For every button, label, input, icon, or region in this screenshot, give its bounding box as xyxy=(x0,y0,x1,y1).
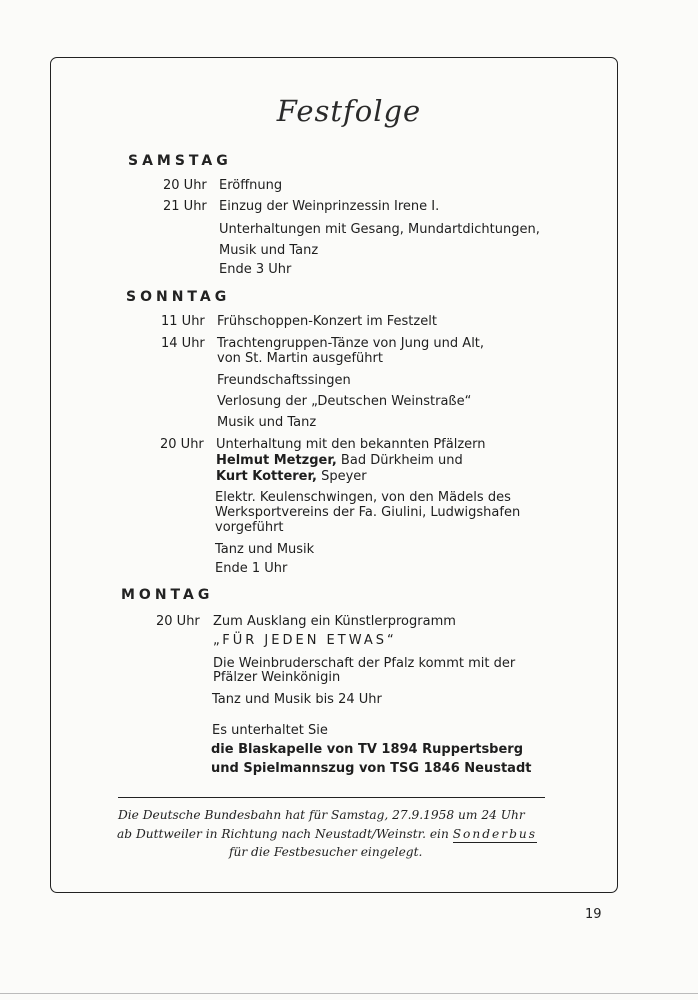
time-label: 20 Uhr xyxy=(163,178,207,193)
event-text: Tanz und Musik bis 24 Uhr xyxy=(212,692,382,707)
event-text: Elektr. Keulenschwingen, von den Mädels des xyxy=(215,490,511,505)
event-text: Unterhaltungen mit Gesang, Mundartdichtungen, xyxy=(219,222,540,237)
performer-origin: Bad Dürkheim und xyxy=(336,453,463,468)
performer-origin: Speyer xyxy=(316,469,367,484)
time-label: 11 Uhr xyxy=(161,314,205,329)
event-text: Freundschaftssingen xyxy=(217,373,351,388)
time-label: 20 Uhr xyxy=(160,437,204,452)
event-text: Trachtengruppen-Tänze von Jung und Alt, xyxy=(217,336,485,351)
time-label: 21 Uhr xyxy=(163,199,207,214)
performer-name: Kurt Kotterer, xyxy=(216,469,317,484)
band-line: die Blaskapelle von TV 1894 Ruppertsberg xyxy=(211,742,524,757)
event-text: Werksportvereins der Fa. Giulini, Ludwigshafen xyxy=(215,505,521,520)
event-text: Einzug der Weinprinzessin Irene I. xyxy=(219,199,440,214)
bus-note-text: ab Duttweiler in Richtung nach Neustadt/Weinstr. ein xyxy=(117,827,453,841)
event-text: Musik und Tanz xyxy=(219,243,319,258)
sonderbus-highlight: Sonderbus xyxy=(452,827,537,841)
page-title: Festfolge xyxy=(276,94,422,128)
event-text: Pfälzer Weinkönigin xyxy=(213,670,341,685)
program-title: „FÜR JEDEN ETWAS“ xyxy=(213,633,397,648)
event-text: Tanz und Musik xyxy=(215,542,315,557)
performer-line xyxy=(216,469,367,485)
performer-line xyxy=(216,453,463,469)
event-text: Eröffnung xyxy=(219,178,283,193)
bottom-edge-line xyxy=(0,993,698,994)
event-text: Frühschoppen-Konzert im Festzelt xyxy=(217,314,437,329)
time-label: 14 Uhr xyxy=(161,336,205,351)
event-text: Ende 1 Uhr xyxy=(215,561,288,576)
bus-note-line: für die Festbesucher eingelegt. xyxy=(229,845,423,859)
event-text: vorgeführt xyxy=(215,520,284,535)
band-line: und Spielmannszug von TSG 1846 Neustadt xyxy=(211,761,532,776)
separator-line xyxy=(118,797,545,798)
event-text: Die Weinbruderschaft der Pfalz kommt mit der xyxy=(213,656,516,671)
event-text: Verlosung der „Deutschen Weinstraße“ xyxy=(217,394,472,409)
event-text: von St. Martin ausgeführt xyxy=(217,351,383,366)
day-heading-sonntag: SONNTAG xyxy=(126,289,231,305)
page-number: 19 xyxy=(585,907,602,922)
day-heading-montag: MONTAG xyxy=(121,587,214,603)
time-label: 20 Uhr xyxy=(156,614,200,629)
bus-note-line xyxy=(117,827,537,841)
performer-name: Helmut Metzger, xyxy=(216,453,337,468)
event-text: Zum Ausklang ein Künstlerprogramm xyxy=(213,614,456,629)
event-text: Ende 3 Uhr xyxy=(219,262,292,277)
event-text: Es unterhaltet Sie xyxy=(212,723,328,738)
bus-note-line: Die Deutsche Bundesbahn hat für Samstag, 27.9.1958 um 24 Uhr xyxy=(118,808,525,822)
event-text: Musik und Tanz xyxy=(217,415,317,430)
day-heading-samstag: SAMSTAG xyxy=(128,153,232,169)
event-text: Unterhaltung mit den bekannten Pfälzern xyxy=(216,437,486,452)
